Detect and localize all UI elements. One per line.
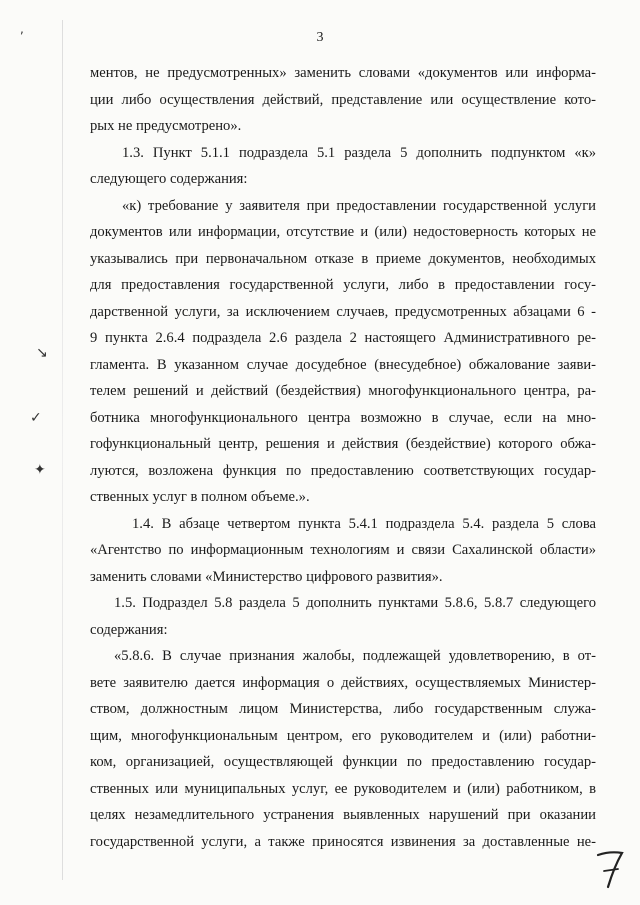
paragraph-line: рых не предусмотрено». <box>90 118 242 134</box>
paragraph-line: содержания: <box>90 621 168 638</box>
margin-check-mark: ✦ <box>34 462 46 478</box>
paragraph-line: «5.8.6. В случае признания жалобы, подлежащей удовлетворению, в от- <box>114 648 596 664</box>
paragraph-line: 1.4. В абзаце четвертом пункта 5.4.1 подраздела 5.4. раздела 5 слова <box>132 515 596 532</box>
paragraph-line: следующего содержания: <box>90 171 248 187</box>
paragraph-line: дарственной услуги, за исключением случаев, предусмотренных абзацами 6 - <box>90 303 596 320</box>
paragraph-line: ции либо осуществления действий, представление или осуществление кото- <box>90 91 596 108</box>
paragraph-line: ментов, не предусмотренных» заменить словами «документов или информа- <box>90 65 596 81</box>
paragraph-line: ством, должностным лицом Министерства, либо государственным служа- <box>90 701 596 717</box>
paragraph-line: вете заявителю дается информация о действиях, осуществляемых Министер- <box>90 674 596 691</box>
paragraph-line: заменить словами «Министерство цифрового развития». <box>90 568 443 585</box>
paragraph-line: телем решений и действий (бездействия) многофункционального центра, ра- <box>90 383 596 399</box>
handwritten-page-mark <box>590 845 630 895</box>
paragraph-line: луются, возложена функция по предоставлению соответствующих государ- <box>90 462 596 479</box>
paragraph-line: 1.5. Подраздел 5.8 раздела 5 дополнить пунктами 5.8.6, 5.8.7 следующего <box>114 595 596 611</box>
paragraph-line: ственных или муниципальных услуг, ее руководителем и (или) работником, в <box>90 780 596 797</box>
paragraph-line: гламента. В указанном случае досудебное (внесудебное) обжалование заяви- <box>90 356 596 373</box>
margin-tick-mark: , <box>20 22 24 36</box>
paragraph-line: для предоставления государственной услуги, либо в предоставлении госу- <box>90 277 596 293</box>
margin-check-mark: ↘ <box>36 345 48 361</box>
paragraph-line: «к) требование у заявителя при предоставлении государственной услуги <box>122 197 596 214</box>
page-number: 3 <box>316 30 324 45</box>
paragraph-line: щим, многофункциональным центром, его руководителем и (или) работни- <box>90 727 596 744</box>
paragraph-line: государственной услуги, а также приносятся извинения за доставленные не- <box>90 833 596 850</box>
scan-edge <box>62 20 63 880</box>
paragraph-line: 1.3. Пункт 5.1.1 подраздела 5.1 раздела 5 дополнить подпунктом «к» <box>122 144 596 161</box>
paragraph-line: ственных услуг в полном объеме.». <box>90 489 310 505</box>
margin-check-mark: ✓ <box>30 410 42 426</box>
paragraph-line: гофункциональный центр, решения и действия (бездействие) которого обжа- <box>90 436 596 452</box>
paragraph-line: «Агентство по информационным технологиям и связи Сахалинской области» <box>90 542 596 558</box>
paragraph-line: указывались при первоначальном отказе в приеме документов, необходимых <box>90 250 596 267</box>
paragraph-line: ком, организацией, осуществляющей функции по предоставлению государ- <box>90 754 596 770</box>
paragraph-line: документов или информации, отсутствие и (или) недостоверность которых не <box>90 224 596 240</box>
document-body <box>90 60 596 855</box>
paragraph-line: целях незамедлительного устранения выявленных нарушений при оказании <box>90 807 596 823</box>
paragraph-line: 9 пункта 2.6.4 подраздела 2.6 раздела 2 настоящего Административного ре- <box>90 330 596 346</box>
paragraph-line: ботника многофункционального центра возможно в случае, если на мно- <box>90 409 596 426</box>
